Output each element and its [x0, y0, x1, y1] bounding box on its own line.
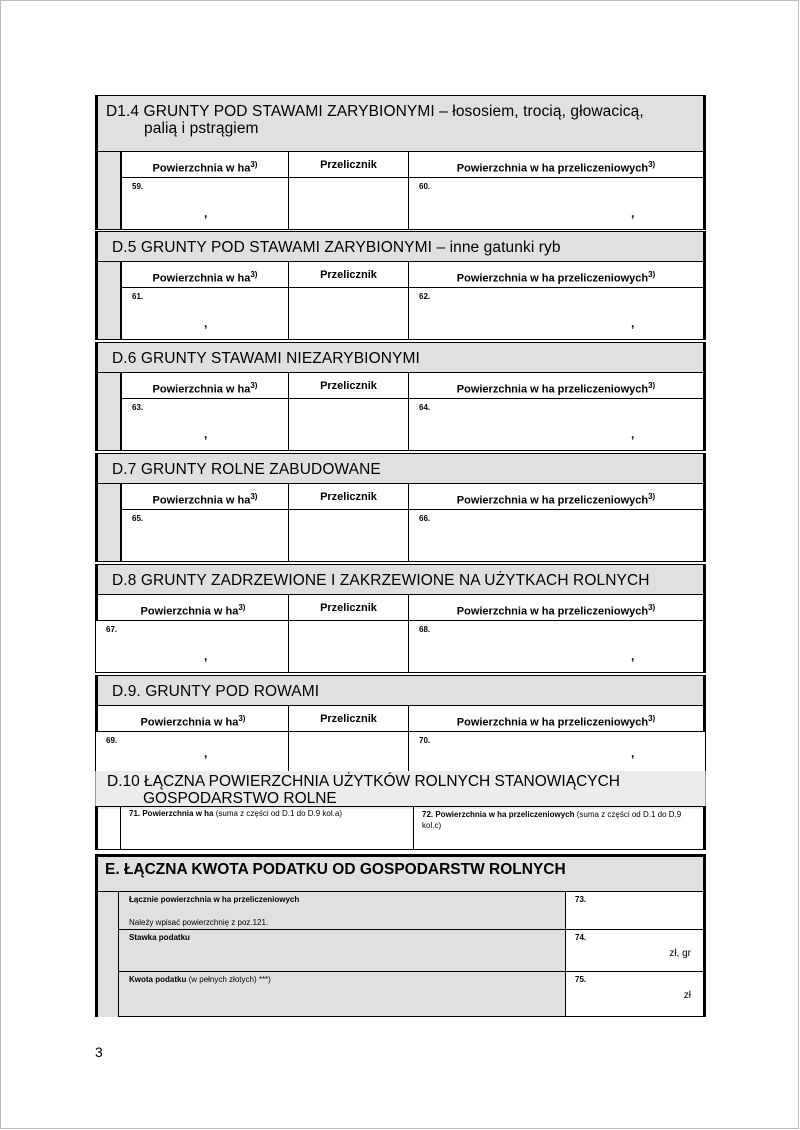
- field-number: 65.: [132, 514, 144, 523]
- multiplier-field[interactable]: [288, 509, 408, 562]
- row-label: [129, 895, 565, 904]
- section-title-bar: [95, 342, 706, 372]
- section-title: [96, 771, 705, 807]
- footnote-ref: 3): [648, 714, 656, 723]
- row-label-bold: Stawka podatku: [129, 933, 190, 942]
- section-title: E. ŁĄCZNA KWOTA PODATKU OD GOSPODARSTW ROLNYCH: [105, 861, 566, 878]
- currency-unit: zł: [683, 990, 691, 1001]
- column-header-label: Przelicznik: [320, 491, 377, 503]
- multiplier-field[interactable]: [288, 731, 408, 771]
- footnote-ref: 3): [250, 492, 258, 501]
- section-title: D.7 GRUNTY ROLNE ZABUDOWANE: [112, 461, 381, 478]
- column-header-label: Przelicznik: [320, 602, 377, 614]
- input-field-65[interactable]: [121, 509, 288, 562]
- column-header-label: Powierzchnia w ha: [152, 494, 251, 507]
- section-title: D.9. GRUNTY POD ROWAMI: [112, 683, 320, 700]
- field-number: 62.: [419, 292, 431, 301]
- multiplier-field[interactable]: [288, 398, 408, 451]
- input-field-71[interactable]: [121, 806, 414, 850]
- section-title: D.5 GRUNTY POD STAWAMI ZARYBIONYMI – inne gatunki ryb: [112, 239, 561, 256]
- column-header-label: Powierzchnia w ha przeliczeniowych: [456, 605, 649, 618]
- field-label-note: (suma z części od D.1 do D.9 kol.a): [215, 809, 342, 818]
- column-header-label: Powierzchnia w ha: [152, 162, 251, 175]
- field-number: 74.: [575, 933, 587, 942]
- field-number: 75.: [575, 975, 587, 984]
- total-area-field-73[interactable]: [566, 892, 706, 930]
- column-header: [288, 705, 408, 731]
- total-area-label-cell: [119, 892, 566, 930]
- decimal-comma: ,: [631, 746, 635, 760]
- section-title-bar: [95, 231, 706, 261]
- column-header-label: Powierzchnia w ha przeliczeniowych: [456, 272, 649, 285]
- section-title-line2: palią i pstrągiem: [144, 120, 259, 137]
- section-title-line1: D.10 ŁĄCZNA POWIERZCHNIA UŻYTKÓW ROLNYCH STANOWIĄCYCH: [107, 773, 620, 790]
- section-title: [98, 96, 703, 137]
- column-header-label: Powierzchnia w ha: [152, 272, 251, 285]
- section-gutter: [95, 261, 121, 340]
- row-label: [129, 933, 565, 942]
- column-header-label: Przelicznik: [320, 269, 377, 281]
- footnote-ref: 3): [250, 270, 258, 279]
- field-number: 69.: [106, 736, 118, 745]
- section-d10-title-bar: [95, 771, 706, 809]
- field-number: 73.: [575, 895, 587, 904]
- field-label-bold: 71. Powierzchnia w ha: [129, 809, 214, 818]
- field-label-bold: 72. Powierzchnia w ha przeliczeniowych: [422, 810, 575, 819]
- row-label-note: (w pełnych złotych) ***): [188, 975, 271, 984]
- column-header: [408, 483, 706, 509]
- page-number: 3: [95, 1044, 103, 1060]
- column-header-label: Powierzchnia w ha przeliczeniowych: [456, 716, 649, 729]
- footnote-ref: 3): [648, 492, 656, 501]
- field-number: 70.: [419, 736, 431, 745]
- column-header: [95, 705, 288, 731]
- column-header: [288, 151, 408, 177]
- column-header-label: Przelicznik: [320, 159, 377, 171]
- footnote-ref: 3): [648, 603, 656, 612]
- field-label: [422, 809, 697, 831]
- section-gutter: [95, 806, 121, 850]
- field-number: 66.: [419, 514, 431, 523]
- row-label: [129, 975, 565, 984]
- column-header: [408, 594, 706, 620]
- column-header: [408, 705, 706, 731]
- field-number: 64.: [419, 403, 431, 412]
- decimal-comma: ,: [204, 746, 208, 760]
- column-header: [408, 261, 706, 287]
- input-field-61[interactable]: [121, 287, 288, 340]
- input-field-64[interactable]: [408, 398, 706, 451]
- footnote-ref: 3): [238, 603, 246, 612]
- footnote-ref: 3): [648, 270, 656, 279]
- field-label: [129, 809, 413, 818]
- row-label-bold: Łącznie powierzchnia w ha przeliczeniowych: [129, 895, 300, 904]
- column-header-label: Powierzchnia w ha: [140, 716, 239, 729]
- column-header: [408, 372, 706, 398]
- tax-amount-label-cell: [119, 972, 566, 1017]
- tax-amount-field-75[interactable]: [566, 972, 706, 1017]
- column-header: [288, 483, 408, 509]
- column-header-label: Powierzchnia w ha: [152, 383, 251, 396]
- multiplier-field[interactable]: [288, 620, 408, 673]
- decimal-comma: ,: [204, 316, 208, 330]
- input-field-60[interactable]: [408, 177, 706, 230]
- input-field-69[interactable]: [95, 731, 288, 771]
- input-field-66[interactable]: [408, 509, 706, 562]
- footnote-ref: 3): [648, 160, 656, 169]
- column-header: [288, 594, 408, 620]
- multiplier-field[interactable]: [288, 177, 408, 230]
- footnote-ref: 3): [250, 381, 258, 390]
- input-field-62[interactable]: [408, 287, 706, 340]
- section-title-bar: [95, 453, 706, 483]
- multiplier-field[interactable]: [288, 287, 408, 340]
- decimal-comma: ,: [631, 649, 635, 663]
- column-header-label: Powierzchnia w ha: [140, 605, 239, 618]
- decimal-comma: ,: [631, 316, 635, 330]
- column-header: [95, 594, 288, 620]
- field-number: 68.: [419, 625, 431, 634]
- column-header-label: Powierzchnia w ha przeliczeniowych: [456, 383, 649, 396]
- column-header: [288, 261, 408, 287]
- field-label-note: (suma z części od D.1 do D.9 kol.c): [422, 810, 682, 830]
- decimal-comma: ,: [631, 206, 635, 220]
- section-title: D.6 GRUNTY STAWAMI NIEZARYBIONYMI: [112, 350, 420, 367]
- section-title-line2: GOSPODARSTWO ROLNE: [143, 790, 337, 807]
- column-header-label: Przelicznik: [320, 713, 377, 725]
- column-header-label: Powierzchnia w ha przeliczeniowych: [456, 494, 649, 507]
- column-header-label: Przelicznik: [320, 380, 377, 392]
- field-number: 61.: [132, 292, 144, 301]
- input-field-70[interactable]: [408, 731, 706, 771]
- section-title-line1: D1.4 GRUNTY POD STAWAMI ZARYBIONYMI – łososiem, trocią, głowacicą,: [106, 103, 644, 120]
- section-gutter: [95, 483, 121, 562]
- decimal-comma: ,: [204, 427, 208, 441]
- section-title-bar: [95, 95, 706, 151]
- input-field-72[interactable]: [414, 806, 706, 850]
- row-label-bold: Kwota podatku: [129, 975, 187, 984]
- section-gutter: [95, 372, 121, 451]
- decimal-comma: ,: [204, 206, 208, 220]
- field-number: 67.: [106, 625, 118, 634]
- column-header: [121, 483, 288, 509]
- decimal-comma: ,: [631, 427, 635, 441]
- column-header: [408, 151, 706, 177]
- tax-rate-field-74[interactable]: [566, 930, 706, 972]
- input-field-67[interactable]: [95, 620, 288, 673]
- field-number: 60.: [419, 182, 431, 191]
- input-field-59[interactable]: [121, 177, 288, 230]
- column-header: [121, 151, 288, 177]
- tax-rate-label-cell: [119, 930, 566, 972]
- field-number: 59.: [132, 182, 144, 191]
- decimal-comma: ,: [204, 649, 208, 663]
- section-title-bar: [95, 675, 706, 705]
- column-header: [121, 261, 288, 287]
- currency-unit: zł, gr: [669, 948, 691, 959]
- column-header: [121, 372, 288, 398]
- column-header: [288, 372, 408, 398]
- footnote-ref: 3): [238, 714, 246, 723]
- section-gutter: [95, 151, 121, 230]
- field-number: 63.: [132, 403, 144, 412]
- column-header-label: Powierzchnia w ha przeliczeniowych: [456, 162, 649, 175]
- tax-form: [95, 95, 706, 1017]
- row-instruction: Należy wpisać powierzchnię z poz.121.: [129, 918, 269, 927]
- input-field-68[interactable]: [408, 620, 706, 673]
- footnote-ref: 3): [250, 160, 258, 169]
- section-gutter: [95, 892, 119, 1017]
- footnote-ref: 3): [648, 381, 656, 390]
- section-title: D.8 GRUNTY ZADRZEWIONE I ZAKRZEWIONE NA UŻYTKACH ROLNYCH: [112, 572, 650, 589]
- section-title-bar: [95, 564, 706, 594]
- input-field-63[interactable]: [121, 398, 288, 451]
